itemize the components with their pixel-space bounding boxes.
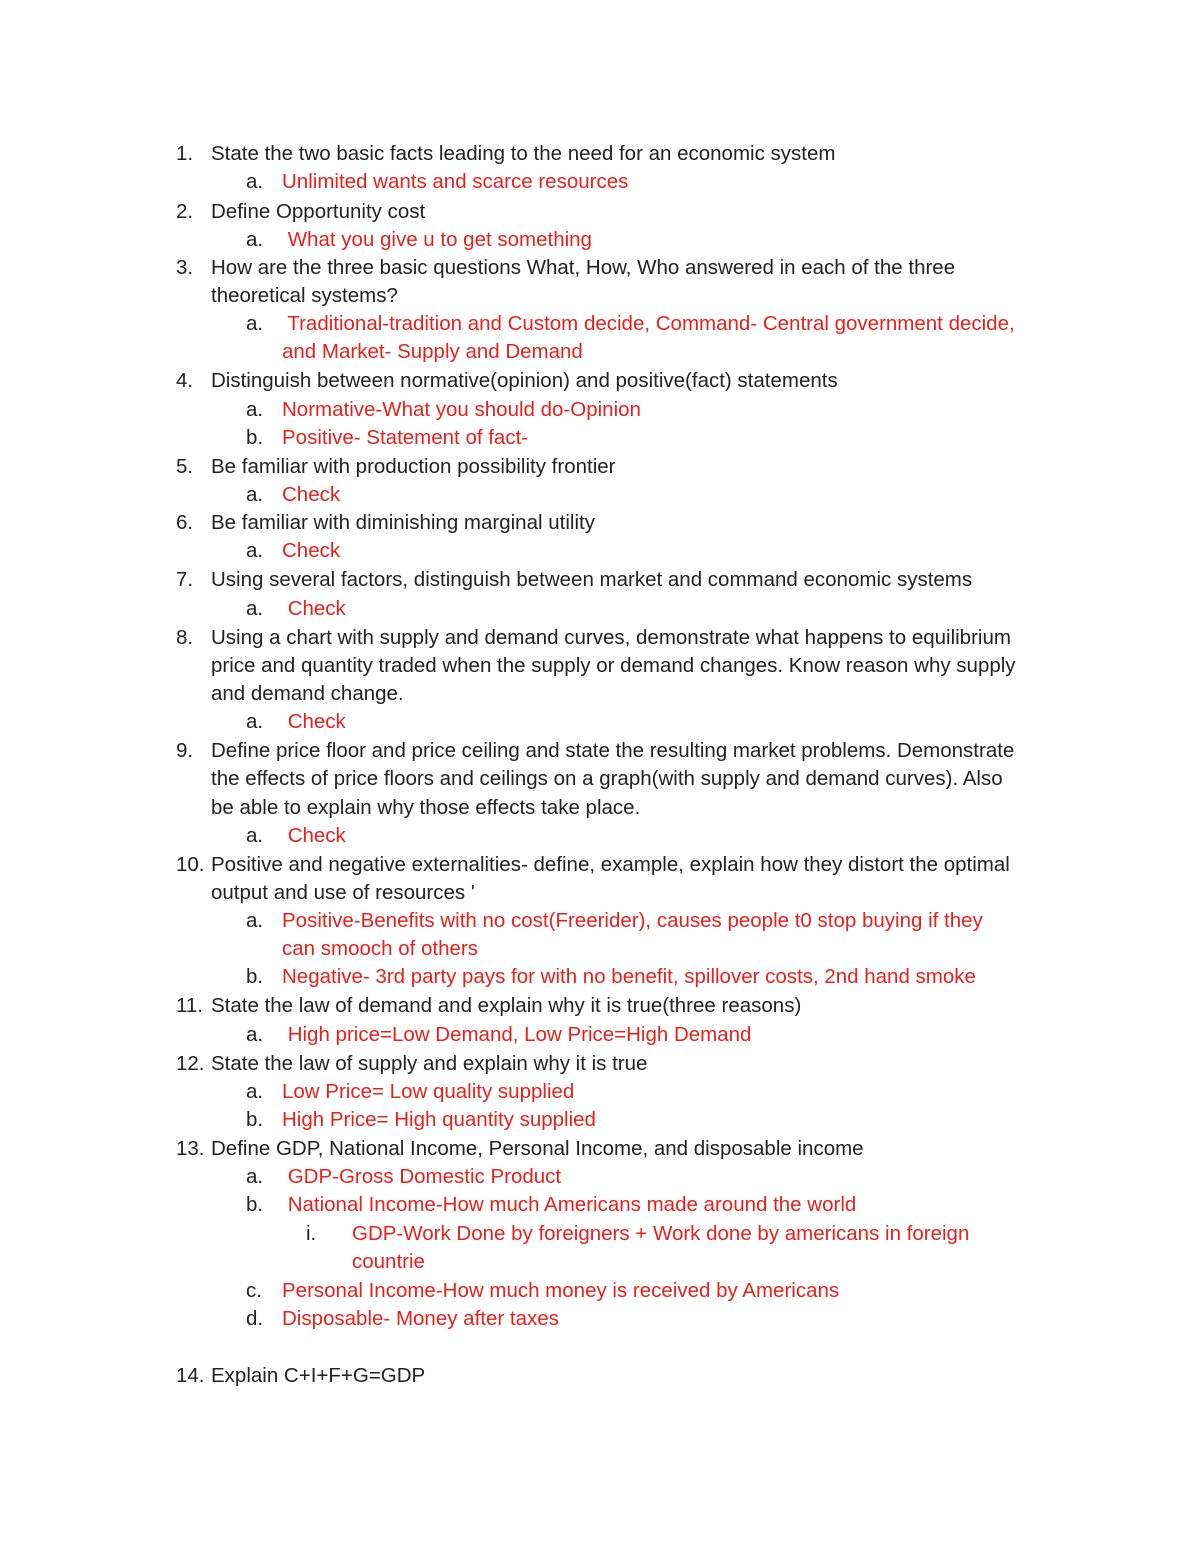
question-number: 7. bbox=[176, 568, 194, 591]
answer-text: GDP-Gross Domestic Product bbox=[282, 1165, 562, 1188]
answer-marker: a. bbox=[246, 909, 264, 932]
answer-text: Low Price= Low quality supplied bbox=[282, 1080, 575, 1103]
answer-marker: a. bbox=[246, 483, 264, 506]
answer-marker: c. bbox=[246, 1279, 262, 1302]
question-number: 3. bbox=[176, 256, 194, 279]
answer-text: can smooch of others bbox=[282, 937, 478, 960]
answer-text: Check bbox=[282, 539, 341, 562]
question-text: Explain C+I+F+G=GDP bbox=[211, 1364, 426, 1387]
answer-marker: i. bbox=[306, 1222, 317, 1245]
question-number: 12. bbox=[176, 1052, 205, 1075]
question-text: and demand change. bbox=[211, 682, 404, 705]
answer-marker: a. bbox=[246, 398, 264, 421]
question-number: 6. bbox=[176, 511, 194, 534]
answer-text: Personal Income-How much money is received by Americans bbox=[282, 1279, 840, 1302]
question-text: State the law of supply and explain why it is true bbox=[211, 1052, 648, 1075]
answer-marker: a. bbox=[246, 824, 264, 847]
answer-text: Normative-What you should do-Opinion bbox=[282, 398, 641, 421]
answer-marker: b. bbox=[246, 426, 264, 449]
question-number: 13. bbox=[176, 1137, 205, 1160]
answer-text: Check bbox=[282, 710, 346, 733]
question-number: 9. bbox=[176, 739, 194, 762]
answer-text: High Price= High quantity supplied bbox=[282, 1108, 596, 1131]
answer-text: GDP-Work Done by foreigners + Work done by americans in foreign bbox=[352, 1222, 970, 1245]
answer-marker: a. bbox=[246, 1165, 264, 1188]
question-text: price and quantity traded when the supply or demand changes. Know reason why supply bbox=[211, 654, 1016, 677]
question-number: 14. bbox=[176, 1364, 205, 1387]
answer-text: Positive-Benefits with no cost(Freerider), causes people t0 stop buying if they bbox=[282, 909, 983, 932]
question-text: output and use of resources ' bbox=[211, 881, 475, 904]
answer-marker: d. bbox=[246, 1307, 264, 1330]
question-text: Positive and negative externalities- define, example, explain how they distort the optimal bbox=[211, 853, 1010, 876]
question-number: 11. bbox=[176, 994, 203, 1017]
question-number: 2. bbox=[176, 200, 194, 223]
question-number: 8. bbox=[176, 626, 194, 649]
answer-marker: a. bbox=[246, 1080, 264, 1103]
answer-marker: a. bbox=[246, 539, 264, 562]
question-number: 1. bbox=[176, 142, 194, 165]
question-text: How are the three basic questions What, How, Who answered in each of the three bbox=[211, 256, 956, 279]
answer-text: High price=Low Demand, Low Price=High Demand bbox=[282, 1023, 752, 1046]
question-text: Be familiar with diminishing marginal utility bbox=[211, 511, 595, 534]
question-text: the effects of price floors and ceilings on a graph(with supply and demand curves). Also bbox=[211, 767, 1003, 790]
answer-text: What you give u to get something bbox=[282, 228, 592, 251]
question-text: State the law of demand and explain why it is true(three reasons) bbox=[211, 994, 802, 1017]
question-number: 4. bbox=[176, 369, 194, 392]
question-text: theoretical systems? bbox=[211, 284, 398, 307]
answer-marker: a. bbox=[246, 597, 264, 620]
answer-text: Unlimited wants and scarce resources bbox=[282, 170, 629, 193]
answer-marker: a. bbox=[246, 170, 264, 193]
answer-text: Check bbox=[282, 483, 341, 506]
answer-text: Check bbox=[282, 597, 346, 620]
answer-marker: a. bbox=[246, 228, 264, 251]
question-number: 5. bbox=[176, 455, 194, 478]
answer-marker: b. bbox=[246, 965, 264, 988]
answer-text: Traditional-tradition and Custom decide, Command- Central government decide, bbox=[282, 312, 1015, 335]
answer-text: National Income-How much Americans made around the world bbox=[282, 1193, 857, 1216]
question-text: Distinguish between normative(opinion) and positive(fact) statements bbox=[211, 369, 838, 392]
question-text: State the two basic facts leading to the need for an economic system bbox=[211, 142, 836, 165]
answer-text: Disposable- Money after taxes bbox=[282, 1307, 559, 1330]
question-text: Be familiar with production possibility frontier bbox=[211, 455, 616, 478]
question-text: be able to explain why those effects take place. bbox=[211, 796, 641, 819]
answer-text: countrie bbox=[352, 1250, 425, 1273]
answer-text: Positive- Statement of fact- bbox=[282, 426, 529, 449]
answer-marker: b. bbox=[246, 1108, 264, 1131]
answer-text: and Market- Supply and Demand bbox=[282, 340, 583, 363]
question-text: Define Opportunity cost bbox=[211, 200, 426, 223]
question-text: Using several factors, distinguish between market and command economic systems bbox=[211, 568, 973, 591]
question-number: 10. bbox=[176, 853, 205, 876]
question-text: Using a chart with supply and demand curves, demonstrate what happens to equilibrium bbox=[211, 626, 1011, 649]
question-text: Define price floor and price ceiling and state the resulting market problems. Demonstrate bbox=[211, 739, 1015, 762]
answer-marker: b. bbox=[246, 1193, 264, 1216]
answer-marker: a. bbox=[246, 312, 264, 335]
answer-marker: a. bbox=[246, 1023, 264, 1046]
answer-text: Negative- 3rd party pays for with no benefit, spillover costs, 2nd hand smoke bbox=[282, 965, 976, 988]
answer-text: Check bbox=[282, 824, 346, 847]
question-text: Define GDP, National Income, Personal Income, and disposable income bbox=[211, 1137, 864, 1160]
answer-marker: a. bbox=[246, 710, 264, 733]
